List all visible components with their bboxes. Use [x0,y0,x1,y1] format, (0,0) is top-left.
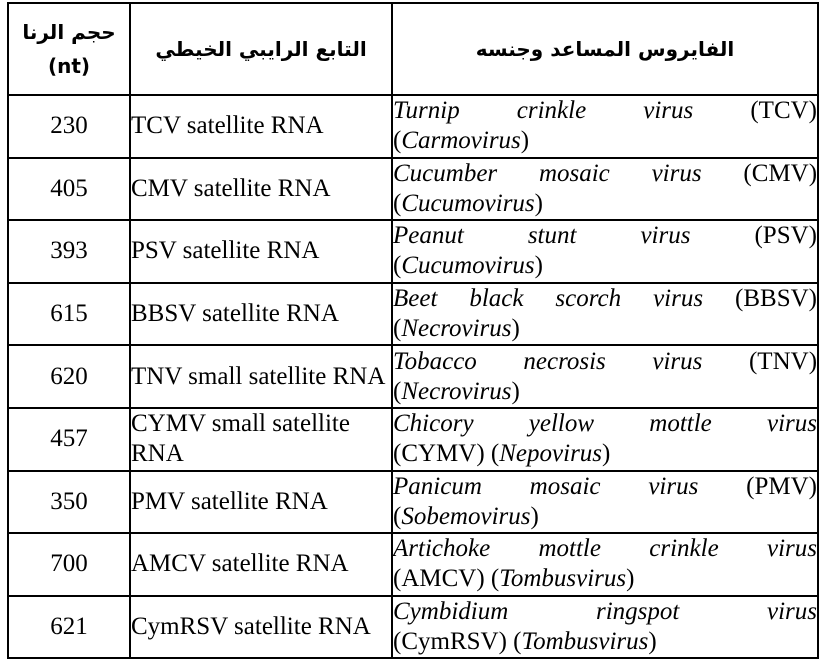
helper-virus-line2: (AMCV) (Tombusvirus) [393,565,635,593]
rna-size-cell: 615 [8,283,130,346]
virus-abbreviation: (CYMV) [393,440,485,468]
genus-name: Cucumovirus [401,252,535,280]
table-row [8,283,818,346]
helper-virus-cell [392,596,818,659]
satellite-name-cell: AMCV satellite RNA [130,533,392,596]
helper-virus-line2: (Sobemovirus) [393,502,539,530]
virus-name: Artichoke mottle crinkle virus [393,535,817,563]
satellite-name-cell: BBSV satellite RNA [130,283,392,346]
table-row [8,345,818,408]
virus-name: Tobacco necrosis virus [393,347,703,375]
helper-virus-line1 [393,534,817,564]
helper-virus-line1 [393,96,817,126]
satellite-name-cell: PSV satellite RNA [130,220,392,283]
rna-size-cell: 405 [8,158,130,221]
virus-abbreviation: (TCV) [750,97,817,125]
virus-abbreviation: (BBSV) [735,285,817,313]
virus-abbreviation: (CMV) [743,159,818,187]
virus-name: Turnip crinkle virus [393,97,694,125]
genus-name: Cucumovirus [401,189,535,217]
helper-virus-line2: (Carmovirus) [393,127,530,155]
helper-virus-cell [392,95,818,158]
virus-abbreviation: (PSV) [754,222,817,250]
genus-name: Carmovirus [401,127,521,155]
helper-virus-line1 [393,284,817,314]
rna-size-cell: 350 [8,471,130,534]
helper-virus-line2: (Necrovirus) [393,377,520,405]
helper-virus-cell [392,408,818,471]
helper-virus-cell [392,283,818,346]
helper-virus-line1 [393,347,817,377]
genus-name: Sobemovirus [401,502,531,530]
virus-name: Cucumber mosaic virus [393,159,702,187]
satellite-name-cell: TNV small satellite RNA [130,345,392,408]
satellite-name-cell: TCV satellite RNA [130,95,392,158]
header-size-line1: حجم الرنا [22,20,116,44]
helper-virus-line2: (Necrovirus) [393,315,520,343]
satellite-name-cell: PMV satellite RNA [130,471,392,534]
satellite-name-cell: CMV satellite RNA [130,158,392,221]
table-row [8,220,818,283]
header-rna-size [8,3,130,95]
table-row [8,158,818,221]
virus-name: Panicum mosaic virus [393,472,699,500]
helper-virus-line1 [393,597,817,627]
satellite-name-cell: CYMV small satellite RNA [130,408,392,471]
satellite-rna-table [7,2,819,659]
rna-size-cell: 230 [8,95,130,158]
virus-name: Beet black scorch virus [393,285,704,313]
header-size-unit: (nt) [47,54,91,78]
virus-abbreviation: (PMV) [746,472,817,500]
table-row [8,95,818,158]
rna-size-cell: 620 [8,345,130,408]
helper-virus-line1 [393,472,817,502]
helper-virus-line1 [393,409,817,439]
helper-virus-line2: (Cucumovirus) [393,252,543,280]
table-row [8,596,818,659]
helper-virus-cell [392,158,818,221]
helper-virus-cell [392,533,818,596]
genus-name: Nepovirus [499,440,603,468]
header-helper-virus: الفايروس المساعد وجنسه [392,3,818,95]
virus-abbreviation: (CymRSV) [393,628,507,656]
header-satellite: التابع الرايبي الخيطي [130,3,392,95]
virus-name: Peanut stunt virus [393,222,691,250]
virus-name: Chicory yellow mottle virus [393,410,817,438]
helper-virus-line1 [393,221,817,251]
table-row [8,533,818,596]
table-row [8,408,818,471]
helper-virus-cell [392,345,818,408]
helper-virus-line2: (Cucumovirus) [393,189,543,217]
satellite-name-cell: CymRSV satellite RNA [130,596,392,659]
genus-name: Necrovirus [401,377,512,405]
rna-size-cell: 700 [8,533,130,596]
genus-name: Tombusvirus [521,628,649,656]
header-row [8,3,818,95]
genus-name: Tombusvirus [499,565,627,593]
helper-virus-cell [392,471,818,534]
rna-size-cell: 457 [8,408,130,471]
virus-abbreviation: (AMCV) [393,565,485,593]
helper-virus-line2: (CYMV) (Nepovirus) [393,440,611,468]
virus-name: Cymbidium ringspot virus [393,598,817,626]
rna-size-cell: 621 [8,596,130,659]
rna-size-cell: 393 [8,220,130,283]
helper-virus-cell [392,220,818,283]
genus-name: Necrovirus [401,315,512,343]
helper-virus-line1 [393,159,817,189]
table-row [8,471,818,534]
helper-virus-line2: (CymRSV) (Tombusvirus) [393,628,657,656]
virus-abbreviation: (TNV) [748,347,818,375]
